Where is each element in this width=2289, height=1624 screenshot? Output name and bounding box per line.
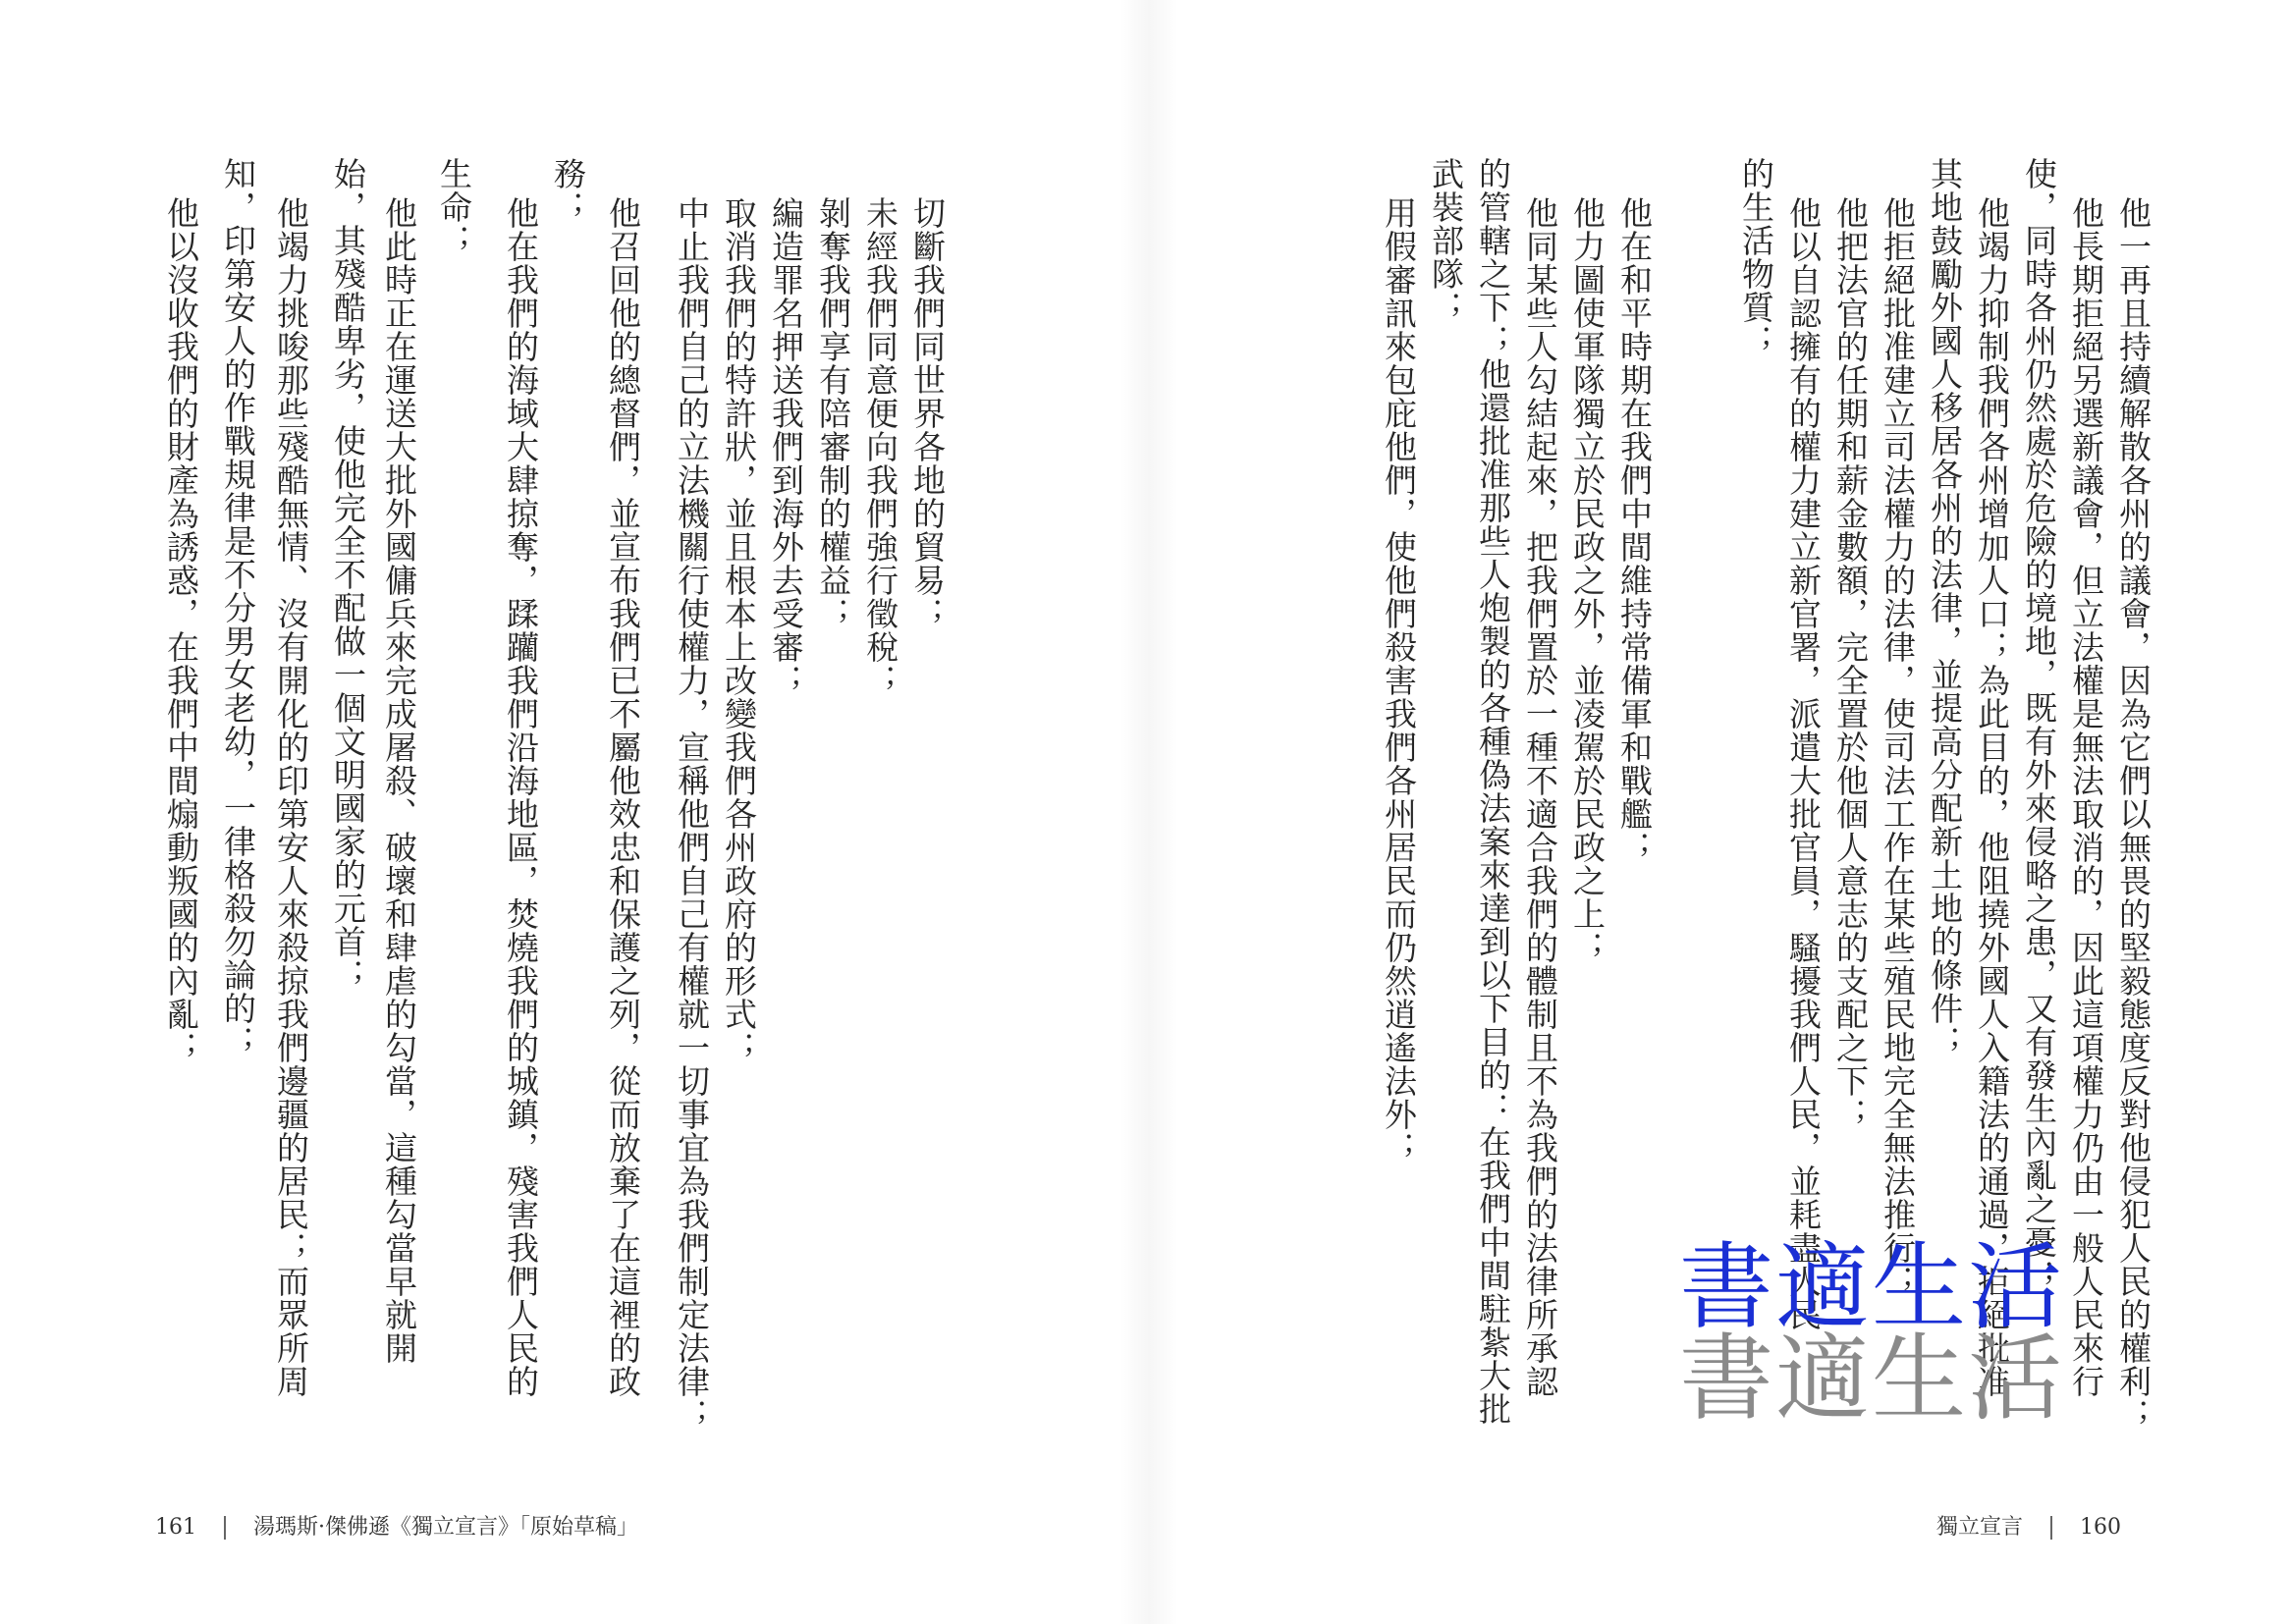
right-page-footer [1936,1510,2121,1541]
left-page-line-5: 取消我們的特許狀，並且根本上改變我們各州政府的形式； [720,196,758,1064]
right-page-line-7: 他把法官的任期和薪金數額，完全置於他個人意志的支配之下； [1831,196,1870,1131]
right-page-number: 160 [2080,1515,2122,1540]
left-page-running-title: 湯瑪斯·傑佛遜《獨立宣言》「原始草稿」 [253,1515,638,1540]
right-page-line-8: 他以自認擁有的權力建立新官署，派遣大批官員，騷擾我們人民，並耗盡人民 [1784,196,1823,1331]
right-page-line-14: 武裝部隊； [1427,157,1465,324]
left-page-line-15: 他以沒收我們的財產為誘惑，在我們中間煽動叛國的內亂； [162,196,200,1064]
right-page-line-6: 他拒絕批准建立司法權力的法律，使司法工作在某些殖民地完全無法推行； [1879,196,1917,1298]
left-page-line-4: 編造罪名押送我們到海外去受審； [767,196,805,697]
right-page-line-12: 他同某些人勾結起來，把我們置於一種不適合我們的體制且不為我們的法律所承認 [1521,196,1559,1398]
left-page-line-13: 他竭力挑唆那些殘酷無情、沒有開化的印第安人來殺掠我們邊疆的居民；而眾所周 [272,196,310,1398]
watermark-blue: 書適生活 [1679,1232,2064,1342]
page-gutter [1119,0,1178,1624]
right-page-line-13: 的管轄之下；他還批准那些人炮製的各種偽法案來達到以下目的：在我們中間駐紮大批 [1474,157,1512,1426]
left-page-line-11: 他此時正在運送大批外國傭兵來完成屠殺、破壞和肆虐的勾當，這種勾當早就開 [380,196,418,1365]
left-page-line-3: 剝奪我們享有陪審制的權益； [814,196,852,630]
left-page-line-14: 知，印第安人的作戰規律是不分男女老幼，一律格殺勿論的； [219,157,257,1058]
left-page-line-7: 他召回他的總督們，並宣布我們已不屬他效忠和保護之列，從而放棄了在這裡的政 [604,196,642,1398]
right-page-line-1: 他一再且持續解散各州的議會，因為它們以無畏的堅毅態度反對他侵犯人民的權利； [2114,196,2153,1432]
left-page-line-1: 切斷我們同世界各地的貿易； [908,196,947,630]
left-page-line-12: 始，其殘酷卑劣，使他完全不配做一個文明國家的元首； [329,157,367,992]
right-page-line-11: 他力圖使軍隊獨立於民政之外，並凌駕於民政之上； [1568,196,1607,964]
right-page-running-title: 獨立宣言 [1936,1515,2024,1540]
left-page-line-8: 務； [549,157,587,224]
left-page-line-6: 中止我們自己的立法機關行使權力，宣稱他們自己有權就一切事宜為我們制定法律； [673,196,711,1432]
left-page-line-9: 他在我們的海域大肆掠奪，蹂躪我們沿海地區，焚燒我們的城鎮，殘害我們人民的 [502,196,540,1398]
left-page-number: 161 [155,1515,196,1540]
left-page-line-10: 生命； [435,157,473,257]
right-page-line-2: 他長期拒絕另選新議會，但立法權是無法取消的，因此這項權力仍由一般人民來行 [2067,196,2105,1398]
left-page-footer [155,1510,638,1541]
right-page-line-9: 的生活物質； [1737,157,1775,357]
watermark-gray: 書適生活 [1679,1324,2064,1434]
right-page-line-4: 他竭力抑制我們各州增加人口；為此目的，他阻撓外國人入籍法的通過，拒絕批准 [1973,196,2011,1398]
left-page-line-2: 未經我們同意便向我們強行徵稅； [861,196,899,697]
footer-divider [2050,1516,2052,1540]
right-page-line-15: 用假審訊來包庇他們，使他們殺害我們各州居民而仍然逍遙法外； [1380,196,1418,1164]
right-page-line-5: 其地鼓勵外國人移居各州的法律，並提高分配新土地的條件； [1926,157,1964,1058]
footer-divider [224,1516,226,1540]
right-page-line-10: 他在和平時期在我們中間維持常備軍和戰艦； [1615,196,1654,864]
right-page-line-3: 使，同時各州仍然處於危險的境地，既有外來侵略之患，又有發生內亂之憂； [2020,157,2058,1292]
